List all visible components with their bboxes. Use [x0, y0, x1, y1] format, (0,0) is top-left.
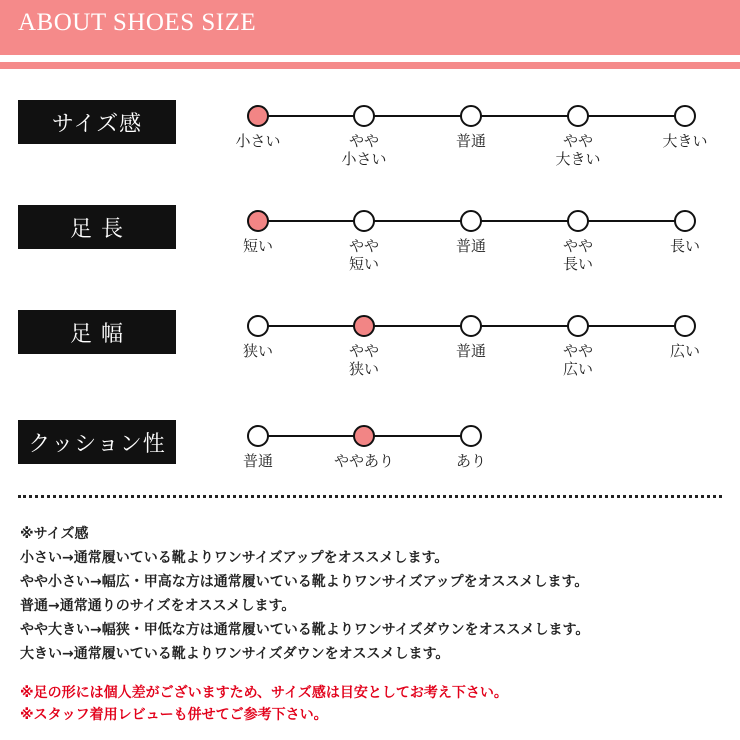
rating-row: [0, 100, 740, 190]
row-label: サイズ感: [18, 100, 176, 144]
note-line: やや小さい→幅広・甲高な方は通常履いている靴よりワンサイズアップをオススメします。: [20, 574, 589, 590]
row-label: 足 幅: [18, 310, 176, 354]
scale-option-label: 大きい: [662, 132, 708, 150]
scale-option-label: やや 長い: [562, 237, 593, 273]
scale-point: [674, 315, 696, 337]
rating-row: [0, 310, 740, 400]
scale-option-label: あり: [455, 452, 486, 470]
scale-option-label: 長い: [669, 237, 700, 255]
scale-option-label: やや 広い: [562, 342, 593, 378]
scale-point: [247, 425, 269, 447]
scale-option-label: やや 大きい: [555, 132, 601, 168]
scale-option-label: 普通: [455, 132, 486, 150]
row-label: 足 長: [18, 205, 176, 249]
note-line: 普通→通常通りのサイズをオススメします。: [20, 598, 296, 614]
scale-option-label: 広い: [669, 342, 700, 360]
scale-point: [567, 210, 589, 232]
warning-line: ※足の形には個人差がございますため、サイズ感は目安としてお考え下さい。: [20, 685, 508, 701]
scale-point: [567, 105, 589, 127]
scale-point-selected: [247, 210, 269, 232]
scale-point-selected: [353, 425, 375, 447]
scale-point: [247, 315, 269, 337]
size-notes: [20, 522, 720, 666]
dotted-divider: [18, 495, 722, 498]
scale-option-label: やや 狭い: [348, 342, 379, 378]
scale-option-label: やや 小さい: [341, 132, 387, 168]
header-divider: [0, 62, 740, 69]
scale-point: [567, 315, 589, 337]
scale-point-selected: [247, 105, 269, 127]
note-line: 大きい→通常履いている靴よりワンサイズダウンをオススメします。: [20, 646, 450, 662]
scale-point: [674, 105, 696, 127]
scale-point: [353, 105, 375, 127]
scale-point: [460, 210, 482, 232]
scale-point: [460, 105, 482, 127]
warnings: [20, 682, 720, 726]
header-banner: [0, 0, 740, 55]
scale-point: [674, 210, 696, 232]
scale-option-label: 狭い: [242, 342, 273, 360]
scale-option-label: 短い: [242, 237, 273, 255]
scale-point: [460, 315, 482, 337]
scale-point: [460, 425, 482, 447]
header-title: ABOUT SHOES SIZE: [18, 9, 257, 36]
scale-point-selected: [353, 315, 375, 337]
scale-point: [353, 210, 375, 232]
note-line: 小さい→通常履いている靴よりワンサイズアップをオススメします。: [20, 550, 449, 566]
rating-row: [0, 205, 740, 295]
warning-line: ※スタッフ着用レビューも併せてご参考下さい。: [20, 707, 328, 723]
note-line: やや大きい→幅狭・甲低な方は通常履いている靴よりワンサイズダウンをオススメします。: [20, 622, 590, 638]
notes-title: ※サイズ感: [20, 526, 89, 542]
scale-option-label: 普通: [242, 452, 273, 470]
scale-option-label: やや 短い: [348, 237, 379, 273]
scale-option-label: 普通: [455, 237, 486, 255]
scale-option-label: ややあり: [333, 452, 394, 470]
scale-option-label: 小さい: [235, 132, 281, 150]
row-label: クッション性: [18, 420, 176, 464]
scale-option-label: 普通: [455, 342, 486, 360]
